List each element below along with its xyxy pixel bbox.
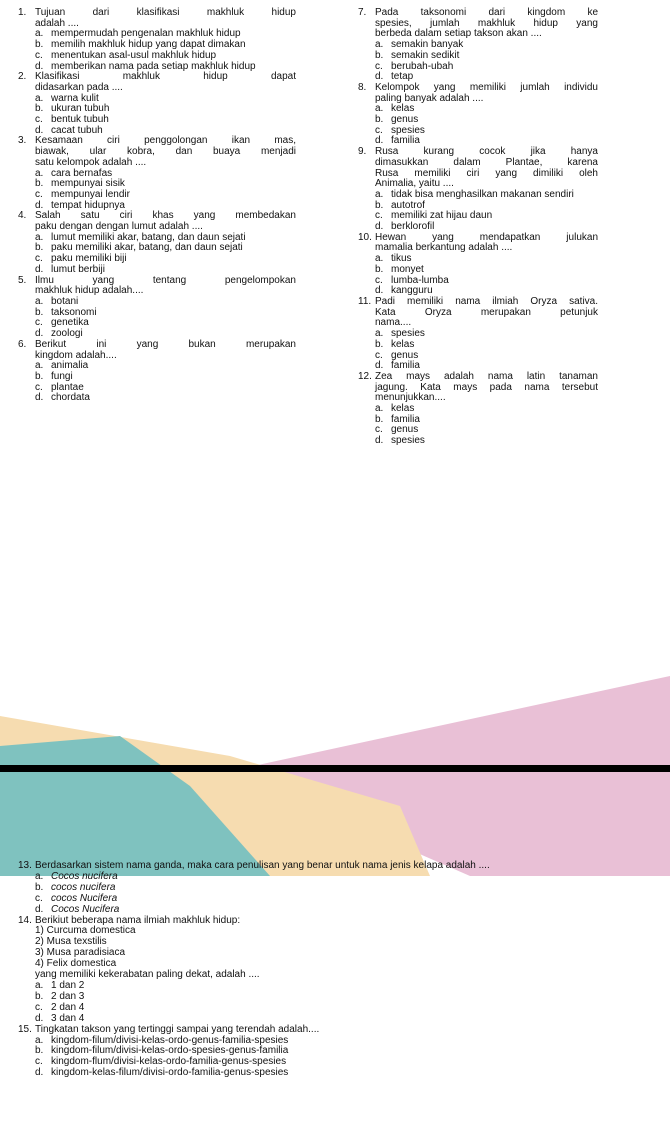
option-d[interactable]: d. berklorofil — [375, 221, 435, 233]
option-c[interactable]: c. bentuk tubuh — [35, 114, 109, 126]
question-number: 10. — [358, 231, 372, 243]
question-stem-line: Kesamaan ciri penggolongan ikan mas, — [35, 135, 296, 147]
option-a[interactable]: a. Cocos nucifera — [35, 870, 118, 882]
question-number: 2. — [18, 71, 27, 83]
question-number: 13. — [18, 860, 32, 871]
option-c[interactable]: c. berubah-ubah — [375, 60, 454, 72]
question-3 — [18, 136, 296, 211]
divider-rule — [0, 765, 670, 772]
option-d[interactable]: d. tetap — [375, 71, 414, 83]
option-b[interactable]: b. paku memiliki akar, batang, dan daun sejati — [35, 242, 243, 254]
question-7 — [358, 8, 598, 83]
option-c[interactable]: c. spesies — [375, 124, 425, 136]
question-stem-line: Kata Oryza merupakan petunjuk — [375, 306, 598, 318]
question-stem-line: Hewan yang mendapatkan julukan — [375, 231, 598, 243]
question-stem-line: adalah .... — [35, 17, 79, 29]
question-stem-line: kingdom adalah.... — [35, 349, 117, 361]
option-b[interactable]: b. taksonomi — [35, 306, 97, 318]
option-a[interactable]: a. warna kulit — [35, 92, 99, 104]
option-b[interactable]: b. genus — [375, 114, 419, 126]
option-a[interactable]: a. spesies — [375, 328, 425, 340]
option-c[interactable]: c. genus — [375, 424, 419, 436]
option-c[interactable]: c. paku memiliki biji — [35, 253, 127, 265]
question-stem-continued: yang memiliki kekerabatan paling dekat, adalah .... — [35, 969, 260, 981]
right-column — [358, 8, 598, 447]
question-number: 14. — [18, 914, 32, 926]
question-stem-line: biawak, ular kobra, dan buaya menjadi — [35, 146, 296, 158]
question-number: 12. — [358, 370, 372, 382]
option-b[interactable]: b. kingdom-filum/divisi-kelas-ordo-spesies-genus-familia — [35, 1045, 289, 1057]
question-4 — [18, 211, 296, 275]
option-d[interactable]: d. chordata — [35, 392, 90, 404]
option-d[interactable]: d. Cocos Nucifera — [35, 903, 120, 915]
option-a[interactable]: a. lumut memiliki akar, batang, dan daun sejati — [35, 231, 246, 243]
left-column — [18, 8, 296, 404]
question-number: 4. — [18, 210, 27, 222]
question-12 — [358, 372, 598, 447]
option-b[interactable]: b. mempunyai sisik — [35, 178, 125, 190]
question-stem: Berikiut beberapa nama ilmiah makhluk hidup: — [35, 914, 241, 926]
question-stem-line: jagung. Kata mays pada nama tersebut — [375, 381, 598, 393]
question-stem-line: Berikut ini yang bukan merupakan — [35, 338, 296, 350]
question-stem-line: paling banyak adalah .... — [375, 92, 484, 104]
question-6 — [18, 340, 296, 404]
option-b[interactable]: b. cocos nucifera — [35, 881, 116, 893]
option-c[interactable]: c. plantae — [35, 381, 84, 393]
option-d[interactable]: d. lumut berbiji — [35, 263, 105, 275]
option-d[interactable]: d. zoologi — [35, 328, 83, 340]
list-item: 2) Musa texstilis — [35, 936, 107, 948]
question-stem-line: Klasifikasi makhluk hidup dapat — [35, 71, 296, 83]
option-b[interactable]: b. fungi — [35, 370, 73, 382]
question-number: 11. — [358, 295, 372, 307]
option-a[interactable]: a. tikus — [375, 253, 412, 265]
option-c[interactable]: c. memiliki zat hijau daun — [375, 210, 493, 222]
option-b[interactable]: b. familia — [375, 413, 420, 425]
option-a[interactable]: a. semakin banyak — [375, 39, 464, 51]
question-stem-line: satu kelompok adalah .... — [35, 156, 147, 168]
option-c[interactable]: c. mempunyai lendir — [35, 188, 130, 200]
question-stem-line: berbeda dalam setiap takson akan .... — [375, 28, 542, 40]
question-stem-line: didasarkan pada .... — [35, 81, 123, 93]
question-stem-line: Kelompok yang memiliki jumlah individu — [375, 81, 598, 93]
question-number: 5. — [18, 274, 27, 286]
question-stem-line: Pada taksonomi dari kingdom ke — [375, 7, 598, 18]
list-item: 3) Musa paradisiaca — [35, 947, 126, 959]
option-b[interactable]: b. kelas — [375, 338, 415, 350]
question-stem: Berdasarkan sistem nama ganda, maka cara penulisan yang benar untuk nama jenis kelapa adalah .... — [35, 860, 490, 871]
list-item: 4) Felix domestica — [35, 958, 117, 970]
question-14 — [18, 916, 658, 1025]
question-number: 8. — [358, 81, 367, 93]
question-stem-line: nama.... — [375, 317, 412, 329]
option-a[interactable]: a. 1 dan 2 — [35, 979, 85, 991]
question-stem: Tingkatan takson yang tertinggi sampai yang terendah adalah.... — [35, 1023, 320, 1035]
question-stem-line: Zea mays adalah nama latin tanaman — [375, 370, 598, 382]
option-a[interactable]: a. tidak bisa menghasilkan makanan sendiri — [375, 188, 574, 200]
option-a[interactable]: a. mempermudah pengenalan makhluk hidup — [35, 28, 241, 40]
option-d[interactable]: d. familia — [375, 135, 420, 147]
question-number: 1. — [18, 7, 27, 18]
option-d[interactable]: d. cacat tubuh — [35, 124, 103, 136]
option-a[interactable]: a. animalia — [35, 360, 89, 372]
question-1 — [18, 8, 296, 72]
option-a[interactable]: a. kingdom-filum/divisi-kelas-ordo-genus-familia-spesies — [35, 1034, 289, 1046]
option-b[interactable]: b. ukuran tubuh — [35, 103, 110, 115]
option-b[interactable]: b. memilih makhluk hidup yang dapat dimakan — [35, 39, 246, 51]
option-d[interactable]: d. familia — [375, 360, 420, 372]
question-stem-line: mamalia berkantung adalah .... — [375, 242, 513, 254]
question-5 — [18, 276, 296, 340]
question-stem-line: paku dengan dengan lumut adalah .... — [35, 221, 203, 233]
option-d[interactable]: d. 3 dan 4 — [35, 1012, 85, 1024]
option-d[interactable]: d. spesies — [375, 435, 425, 447]
option-c[interactable]: c. menentukan asal-usul makhluk hidup — [35, 49, 217, 61]
question-13 — [18, 861, 658, 916]
option-d[interactable]: d. kangguru — [375, 285, 433, 297]
list-item: 1) Curcuma domestica — [35, 925, 136, 937]
option-c[interactable]: c. kingdom-flum/divisi-kelas-ordo-familia-genus-spesies — [35, 1056, 287, 1068]
question-number: 7. — [358, 7, 367, 18]
option-a[interactable]: a. kelas — [375, 103, 415, 115]
option-b[interactable]: b. monyet — [375, 263, 424, 275]
option-b[interactable]: b. 2 dan 3 — [35, 990, 85, 1002]
question-9 — [358, 147, 598, 233]
option-c[interactable]: c. lumba-lumba — [375, 274, 449, 286]
question-stem-line: menunjukkan.... — [375, 392, 446, 404]
option-d[interactable]: d. kingdom-kelas-filum/divisi-ordo-familia-genus-spesies — [35, 1067, 289, 1079]
question-stem-line: Salah satu ciri khas yang membedakan — [35, 210, 296, 222]
question-stem-line: Padi memiliki nama ilmiah Oryza sativa. — [375, 295, 598, 307]
question-stem-line: spesies, jumlah makhluk hidup yang — [375, 17, 598, 29]
question-15 — [18, 1025, 658, 1080]
option-c[interactable]: c. cocos Nucifera — [35, 892, 118, 904]
bottom-questions — [18, 861, 658, 1079]
question-11 — [358, 297, 598, 372]
option-a[interactable]: a. botani — [35, 295, 79, 307]
question-2 — [18, 72, 296, 136]
question-stem-line: Tujuan dari klasifikasi makhluk hidup — [35, 7, 296, 18]
question-number: 9. — [358, 146, 367, 158]
option-d[interactable]: d. tempat hidupnya — [35, 199, 125, 211]
question-stem-line: Ilmu yang tentang pengelompokan — [35, 274, 296, 286]
question-10 — [358, 233, 598, 297]
option-b[interactable]: b. semakin sedikit — [375, 49, 460, 61]
question-number: 15. — [18, 1023, 32, 1035]
option-d[interactable]: d. memberikan nama pada setiap makhluk hidup — [35, 60, 256, 72]
option-c[interactable]: c. genus — [375, 349, 419, 361]
question-stem-line: makhluk hidup adalah.... — [35, 285, 144, 297]
question-stem-line: Rusa kurang cocok jika hanya — [375, 146, 598, 158]
option-a[interactable]: a. cara bernafas — [35, 167, 113, 179]
question-stem-line: Animalia, yaitu .... — [375, 178, 454, 190]
decorative-banner — [0, 676, 670, 876]
question-number: 6. — [18, 338, 27, 350]
question-8 — [358, 83, 598, 147]
question-stem-line: dimasukkan dalam Plantae, karena — [375, 156, 598, 168]
question-number: 3. — [18, 135, 27, 147]
option-b[interactable]: b. autotrof — [375, 199, 425, 211]
option-c[interactable]: c. genetika — [35, 317, 89, 329]
option-a[interactable]: a. kelas — [375, 403, 415, 415]
option-c[interactable]: c. 2 dan 4 — [35, 1001, 85, 1013]
question-stem-line: Rusa memiliki ciri yang dimiliki oleh — [375, 167, 598, 179]
